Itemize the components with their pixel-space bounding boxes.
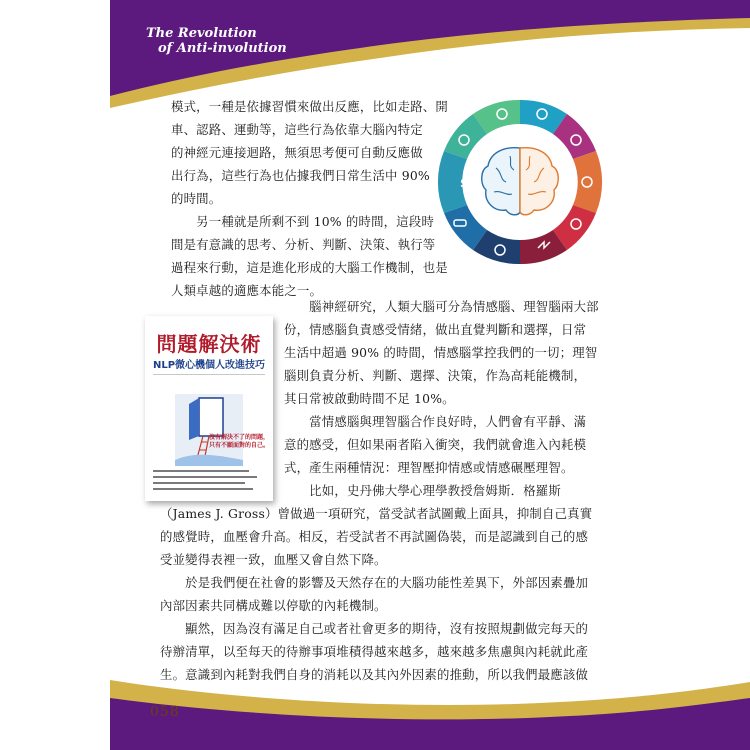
body-line: 腦神經研究，人類大腦可分為情感腦、理智腦兩大部 <box>284 299 599 314</box>
brain-icon <box>482 148 559 215</box>
book-cover-image <box>145 316 273 501</box>
body-line: 於是我們便在社會的影響及天然存在的大腦功能性差異下，外部因素疊加 <box>160 575 589 590</box>
book-cover-tagline: 沒有解決不了的問題，只有不願面對的自己。 <box>209 434 270 449</box>
door-illustration <box>173 388 245 468</box>
header-banner <box>0 0 750 110</box>
series-title <box>146 26 287 56</box>
body-line: 另一種就是所剩不到 10% 的時間，這段時 <box>171 214 435 229</box>
body-line: 受並變得表裡一致，血壓又會自然下降。 <box>160 552 387 567</box>
body-line: 式，產生兩種情況：理智壓抑情感或情感碾壓理智。 <box>284 460 574 475</box>
book-cover-divider <box>153 374 265 375</box>
body-line: 生。意識到內耗對我們自身的消耗以及其內外因素的推動，所以我們最應該做 <box>160 667 589 682</box>
body-line: 的時間。 <box>171 191 222 206</box>
series-title-line1: The Revolution <box>146 26 257 41</box>
body-line: 腦則負責分析、判斷、選擇、決策，作為高耗能機制， <box>284 368 587 383</box>
body-line: 比如，史丹佛大學心理學教授詹姆斯．格羅斯 <box>284 483 561 498</box>
body-line: 模式，一種是依據習慣來做出反應，比如走路、開 <box>171 99 448 114</box>
dollar-icon: $ <box>460 176 469 190</box>
body-line: （James J. Gross）曾做過一項研究，當受試者試圖戴上面具，抑制自己真實 <box>160 506 593 521</box>
body-line: 份，情感腦負責感受情緒，做出直覺判斷和選擇，日常 <box>284 322 587 337</box>
page-number: 058 <box>150 704 180 720</box>
body-line: 生活中超過 90% 的時間，情感腦掌控我們的一切；理智 <box>284 345 598 360</box>
body-line: 意的感受，但如果兩者陷入衝突，我們就會進入內耗模 <box>284 437 587 452</box>
body-line: 人類卓越的適應本能之一。 <box>171 283 323 298</box>
body-line: 的神經元連接迴路，無須思考便可自動反應做 <box>171 145 423 160</box>
book-cover-blurb <box>153 468 265 494</box>
body-line: 的感覺時，血壓會升高。相反，若受試者不再試圖偽裝，而是認識到自己的感 <box>160 529 589 544</box>
body-line: 當情感腦與理智腦合作良好時，人們會有平靜、滿 <box>284 414 587 429</box>
body-line: 間是有意識的思考、分析、判斷、決策、執行等 <box>171 237 436 252</box>
book-cover-subtitle: NLP微心機個人改進技巧 <box>152 360 266 371</box>
series-title-line2: of Anti-involution <box>158 41 287 56</box>
body-line: 內部因素共同構成難以停歇的內耗機制。 <box>160 598 387 613</box>
book-cover-title: 問題解決術 <box>156 332 262 356</box>
body-line: 出行為，這些行為也佔據我們日常生活中 90% <box>171 168 430 183</box>
body-line: 顯然，因為沒有滿足自己或者社會更多的期待，沒有按照規劃做完每天的 <box>160 621 589 636</box>
body-line: 待辦清單，以至每天的待辦事項堆積得越來越多，越來越多焦慮與內耗就此產 <box>160 644 589 659</box>
body-line: 過程來行動，這是進化形成的大腦工作機制，也是 <box>171 260 448 275</box>
body-line: 車、認路、運動等，這些行為依靠大腦內特定 <box>171 122 423 137</box>
brain-infographic <box>430 92 610 272</box>
body-line: 其日常被啟動時間不足 10%。 <box>284 391 455 406</box>
